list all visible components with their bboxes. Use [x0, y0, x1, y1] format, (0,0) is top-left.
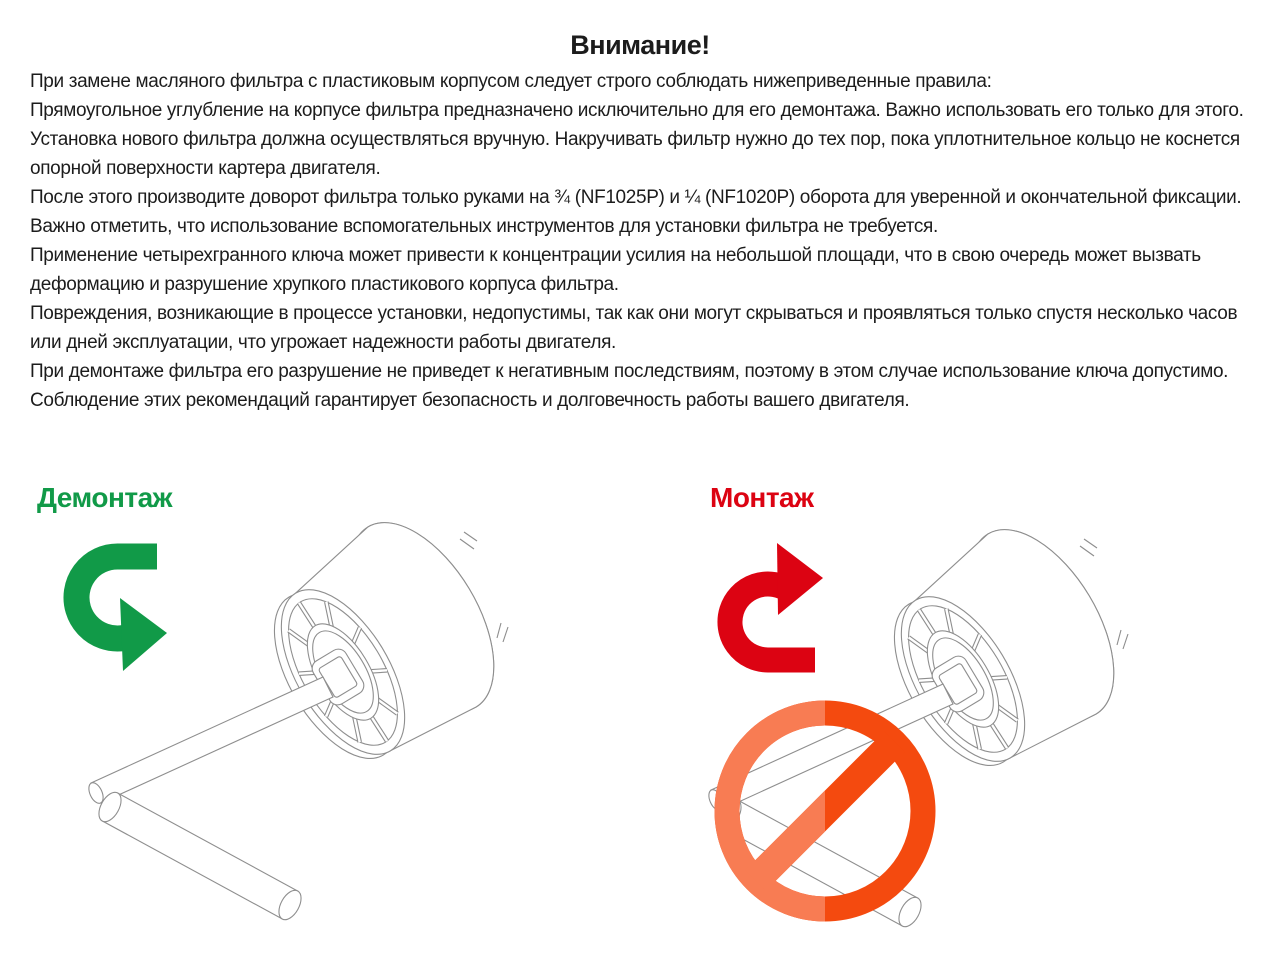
filter-wrench-illustration-demontage [60, 505, 640, 955]
body-line: При демонтаже фильтра его разрушение не приведет к негативным последствиям, поэтому в этом случае использование ключа допустимо. [30, 361, 1229, 382]
body-line: деформацию и разрушение хрупкого пластикового корпуса фильтра. [30, 274, 619, 295]
no-tool-prohibition-icon [705, 695, 945, 935]
body-line: Соблюдение этих рекомендаций гарантирует безопасность и долговечность работы вашего двигателя. [30, 390, 910, 411]
body-line: или дней эксплуатации, что угрожает надежности работы двигателя. [30, 332, 616, 353]
body-line: Установка нового фильтра должна осуществляться вручную. Накручивать фильтр нужно до тех пор, пока уплотнительное кольцо не коснется [30, 129, 1240, 150]
section-label-demontage: Демонтаж [37, 482, 172, 513]
body-line: опорной поверхности картера двигателя. [30, 158, 381, 179]
body-line: Повреждения, возникающие в процессе установки, недопустимы, так как они могут скрываться и проявляться только спустя несколько часов [30, 303, 1238, 324]
body-text [30, 67, 1270, 415]
body-line: Важно отметить, что использование вспомогательных инструментов для установки фильтра не требуется. [30, 216, 938, 237]
body-line: Прямоугольное углубление на корпусе фильтра предназначено исключительно для его демонтажа. Важно использовать его только для этого. [30, 100, 1244, 121]
body-line: При замене масляного фильтра с пластиковым корпусом следует строго соблюдать нижеприведенные правила: [30, 71, 992, 92]
body-line: После этого производите доворот фильтра только руками на ¾ (NF1025P) и ¼ (NF1020P) оборота для уверенной и окончательной фиксации. [30, 187, 1242, 208]
body-line: Применение четырехгранного ключа может привести к концентрации усилия на небольшой площади, что в свою очередь может вызвать [30, 245, 1201, 266]
page-title: Внимание! [570, 30, 710, 60]
section-label-montage: Монтаж [710, 482, 814, 513]
